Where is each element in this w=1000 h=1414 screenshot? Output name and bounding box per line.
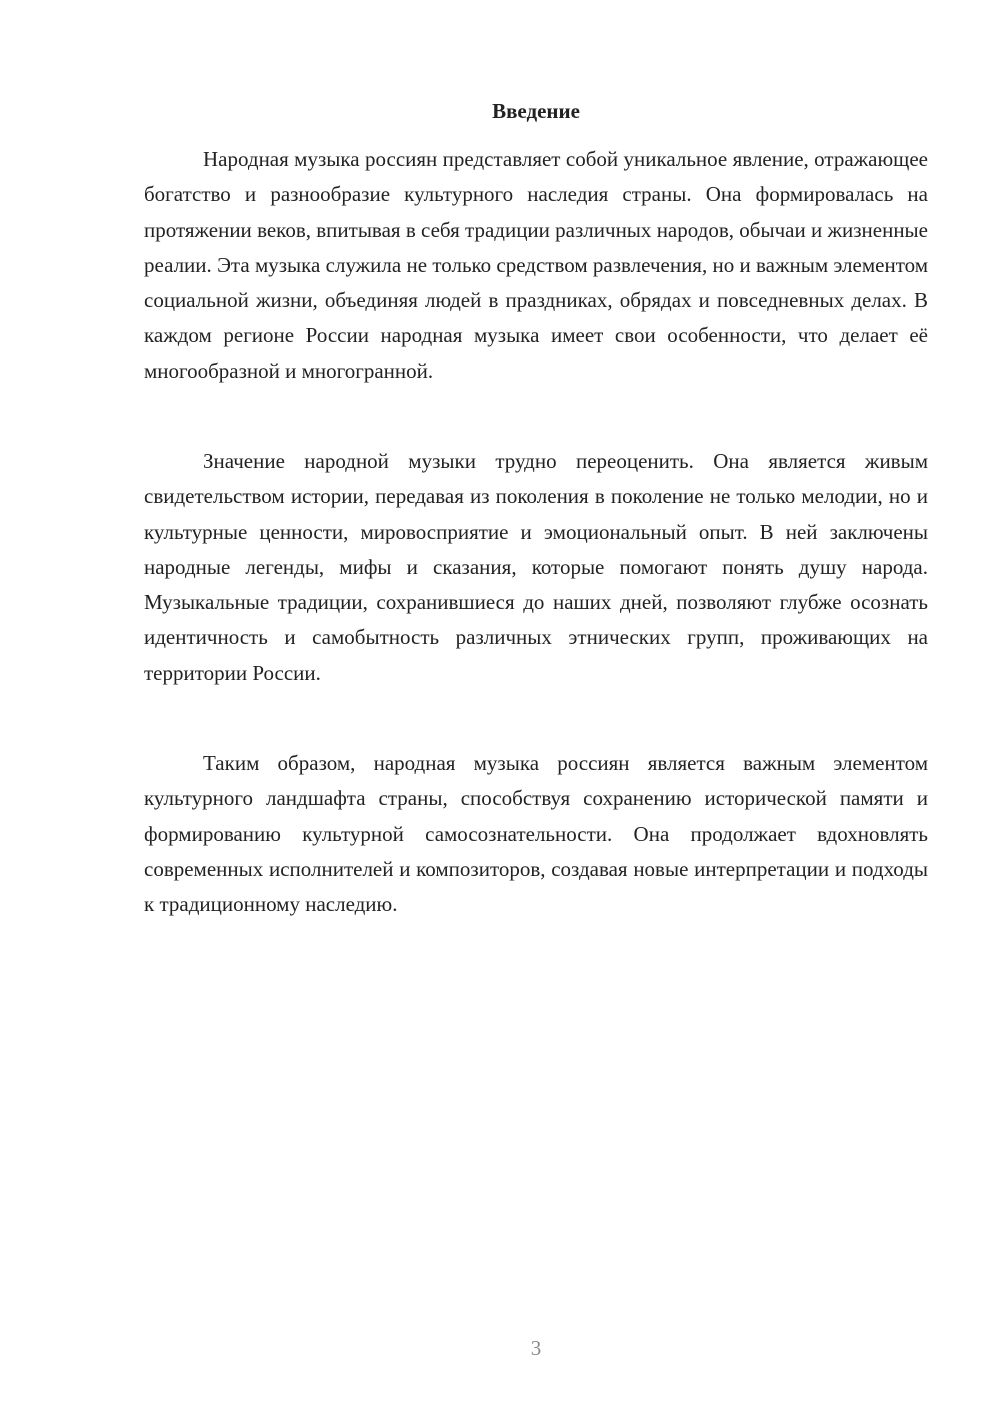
page-number: 3 <box>530 1336 542 1360</box>
section-title: Введение <box>492 99 580 123</box>
paragraph-2: Значение народной музыки трудно переоценить. Она является живым свидетельством истории, передавая из поколения в поколение не только мелодии, но и культурные ценности, мировосприятие и эмоциональный опыт. В ней заключены народные легенды, мифы и сказания, которые помогают понять душу народа. Музыкальные традиции, сохранившиеся до наших дней, позволяют глубже осознать идентичность и самобытность различных этнических групп, проживающих на территории России. <box>144 449 928 685</box>
paragraph-3: Таким образом, народная музыка россиян является важным элементом культурного ландшафта страны, способствуя сохранению исторической памяти и формированию культурной самосознательности. Она продолжает вдохновлять современных исполнителей и композиторов, создавая новые интерпретации и подходы к традиционному наследию. <box>144 751 928 917</box>
paragraph-1: Народная музыка россиян представляет собой уникальное явление, отражающее богатство и разнообразие культурного наследия страны. Она формировалась на протяжении веков, впитывая в себя традиции различных народов, обычаи и жизненные реалии. Эта музыка служила не только средством развлечения, но и важным элементом социальной жизни, объединяя людей в праздниках, обрядах и повседневных делах. В каждом регионе России народная музыка имеет свои особенности, что делает её многообразной и многогранной. <box>144 147 928 383</box>
